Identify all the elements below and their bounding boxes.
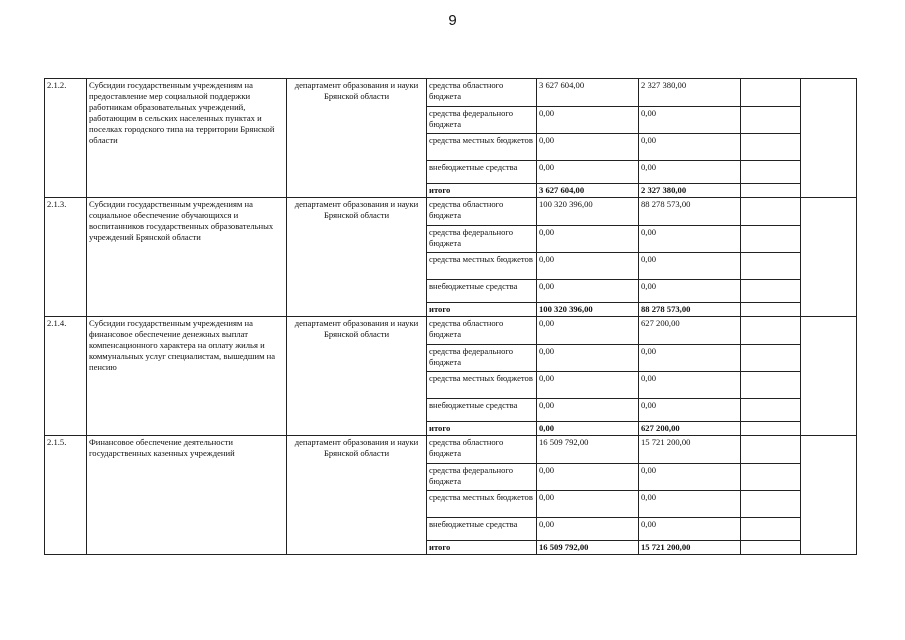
amount-cell-2: 0,00 [639, 226, 741, 253]
item-name: Субсидии государственным учреждениям на финансовое обеспечение денежных выплат компенсационного характера на оплату жилья и коммунальных услуг специалистам, вышедшим на пенсию [87, 317, 287, 436]
table-row [45, 317, 857, 345]
empty-cell [741, 79, 801, 107]
amount-cell-1: 0,00 [537, 253, 639, 280]
amount-cell-1: 0,00 [537, 226, 639, 253]
empty-cell [801, 79, 857, 198]
amount-cell-2: 627 200,00 [639, 317, 741, 345]
empty-cell [741, 161, 801, 184]
item-name: Субсидии государственным учреждениям на предоставление мер социальной поддержки работникам образовательных учреждений, работающим в сельских населенных пунктах и поселках городского типа на территории Брянской области [87, 79, 287, 198]
empty-cell [801, 436, 857, 555]
funding-source: средства федерального бюджета [427, 464, 537, 491]
funding-source: итого [427, 541, 537, 555]
item-number: 2.1.3. [45, 198, 87, 317]
amount-cell-2: 15 721 200,00 [639, 436, 741, 464]
funding-source: внебюджетные средства [427, 280, 537, 303]
funding-source: средства федерального бюджета [427, 345, 537, 372]
amount-cell-1: 0,00 [537, 518, 639, 541]
amount-cell-2: 0,00 [639, 134, 741, 161]
table-row [45, 436, 857, 464]
empty-cell [741, 226, 801, 253]
empty-cell [741, 345, 801, 372]
empty-cell [741, 198, 801, 226]
funding-source: средства областного бюджета [427, 436, 537, 464]
amount-cell-2: 88 278 573,00 [639, 303, 741, 317]
empty-cell [741, 372, 801, 399]
empty-cell [741, 184, 801, 198]
funding-source: средства местных бюджетов [427, 491, 537, 518]
item-number: 2.1.5. [45, 436, 87, 555]
amount-cell-2: 0,00 [639, 161, 741, 184]
funding-source: средства областного бюджета [427, 317, 537, 345]
empty-cell [801, 317, 857, 436]
amount-cell-1: 3 627 604,00 [537, 79, 639, 107]
amount-cell-1: 100 320 396,00 [537, 198, 639, 226]
amount-cell-2: 0,00 [639, 518, 741, 541]
empty-cell [741, 317, 801, 345]
empty-cell [741, 541, 801, 555]
table-row [45, 198, 857, 226]
funding-source: внебюджетные средства [427, 518, 537, 541]
amount-cell-1: 3 627 604,00 [537, 184, 639, 198]
item-department: департамент образования и науки Брянской области [287, 317, 427, 436]
funding-source: средства областного бюджета [427, 79, 537, 107]
amount-cell-1: 0,00 [537, 491, 639, 518]
item-number: 2.1.2. [45, 79, 87, 198]
amount-cell-1: 0,00 [537, 317, 639, 345]
amount-cell-2: 627 200,00 [639, 422, 741, 436]
amount-cell-1: 0,00 [537, 372, 639, 399]
funding-source: внебюджетные средства [427, 399, 537, 422]
empty-cell [741, 253, 801, 280]
empty-cell [741, 518, 801, 541]
amount-cell-1: 0,00 [537, 345, 639, 372]
empty-cell [741, 491, 801, 518]
item-name: Финансовое обеспечение деятельности государственных казенных учреждений [87, 436, 287, 555]
amount-cell-2: 0,00 [639, 345, 741, 372]
amount-cell-2: 0,00 [639, 464, 741, 491]
empty-cell [741, 399, 801, 422]
budget-table [44, 78, 857, 555]
funding-source: итого [427, 422, 537, 436]
amount-cell-2: 2 327 380,00 [639, 79, 741, 107]
funding-source: итого [427, 303, 537, 317]
amount-cell-2: 0,00 [639, 491, 741, 518]
amount-cell-2: 0,00 [639, 372, 741, 399]
amount-cell-1: 16 509 792,00 [537, 541, 639, 555]
amount-cell-1: 16 509 792,00 [537, 436, 639, 464]
item-name: Субсидии государственным учреждениям на социальное обеспечение обучающихся и воспитанников государственных образовательных учреждений Брянской области [87, 198, 287, 317]
page-number: 9 [448, 12, 457, 29]
table-row [45, 79, 857, 107]
item-department: департамент образования и науки Брянской области [287, 436, 427, 555]
amount-cell-2: 2 327 380,00 [639, 184, 741, 198]
amount-cell-1: 0,00 [537, 399, 639, 422]
amount-cell-1: 0,00 [537, 134, 639, 161]
empty-cell [801, 198, 857, 317]
amount-cell-1: 0,00 [537, 107, 639, 134]
amount-cell-1: 0,00 [537, 464, 639, 491]
empty-cell [741, 303, 801, 317]
amount-cell-1: 0,00 [537, 280, 639, 303]
empty-cell [741, 436, 801, 464]
funding-source: средства местных бюджетов [427, 253, 537, 280]
amount-cell-1: 100 320 396,00 [537, 303, 639, 317]
funding-source: итого [427, 184, 537, 198]
empty-cell [741, 107, 801, 134]
amount-cell-2: 0,00 [639, 280, 741, 303]
amount-cell-1: 0,00 [537, 161, 639, 184]
amount-cell-2: 88 278 573,00 [639, 198, 741, 226]
empty-cell [741, 280, 801, 303]
amount-cell-1: 0,00 [537, 422, 639, 436]
funding-source: средства областного бюджета [427, 198, 537, 226]
item-department: департамент образования и науки Брянской области [287, 198, 427, 317]
item-number: 2.1.4. [45, 317, 87, 436]
table-body [45, 79, 857, 555]
item-department: департамент образования и науки Брянской области [287, 79, 427, 198]
funding-source: средства местных бюджетов [427, 134, 537, 161]
funding-source: средства местных бюджетов [427, 372, 537, 399]
empty-cell [741, 422, 801, 436]
amount-cell-2: 0,00 [639, 399, 741, 422]
amount-cell-2: 15 721 200,00 [639, 541, 741, 555]
empty-cell [741, 464, 801, 491]
funding-source: средства федерального бюджета [427, 226, 537, 253]
funding-source: средства федерального бюджета [427, 107, 537, 134]
empty-cell [741, 134, 801, 161]
funding-source: внебюджетные средства [427, 161, 537, 184]
amount-cell-2: 0,00 [639, 107, 741, 134]
amount-cell-2: 0,00 [639, 253, 741, 280]
